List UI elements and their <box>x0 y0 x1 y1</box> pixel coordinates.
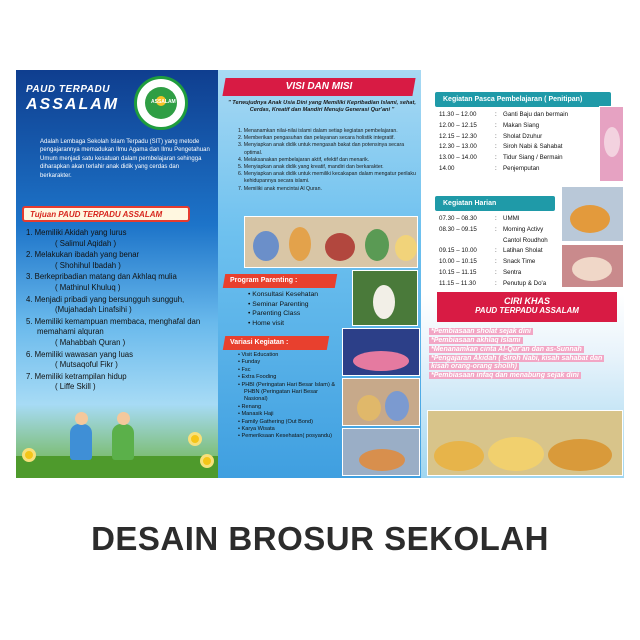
schedule-row: 09.15 – 10.00 : Latihan Sholat <box>439 246 548 257</box>
tujuan-sub: ( Salimul Aqidah ) <box>55 238 117 248</box>
schedule-row: 12.00 – 12.15 : Makan Siang <box>439 121 568 132</box>
schedule-row: 12.30 – 13.00 : Siroh Nabi & Sahabat <box>439 142 568 153</box>
photo-figure <box>353 351 409 371</box>
schedule-row: 11.15 – 11.30 : Penutup & Do'a <box>439 279 548 290</box>
schedule-row: 12.15 – 12.30 : Sholat Dzuhur <box>439 132 568 143</box>
misi-item: 6. Menyiapkan anak didik untuk memiliki kecakapan dalam mengatur perilaku kehidupannya secara islami. <box>238 171 416 185</box>
photo-figure <box>359 449 405 471</box>
schedule-time: 12.00 – 12.15 <box>439 121 477 129</box>
parenting-text: Parenting Class <box>252 310 301 317</box>
tujuan-item <box>26 250 214 271</box>
photo-figure <box>548 439 612 471</box>
variasi-item: • Pemeriksaan Kesehatan( posyandu) <box>238 433 333 440</box>
misi-item: 2. Memberikan pengasuhan dan pelayanan secara holistik integratif. <box>238 135 395 142</box>
group-photo <box>427 410 623 476</box>
parenting-photo <box>352 270 418 326</box>
ciri-title-2: PAUD TERPADU ASSALAM <box>475 306 579 315</box>
schedule-activity: Penjemputan <box>503 164 540 172</box>
tujuan-title: Tujuan PAUD TERPADU ASSALAM <box>30 210 163 219</box>
intro-paragraph: Adalah Lembaga Sekolah Islam Terpadu (SIT) yang metode pengajarannya memadukan Ilmu Agama dan Ilmu Pengetahuan Umum menjadi satu kesatuan dalam pembelajaran sehingga diharapkan akan terlahir anak didik yang cerdas dan berkarakter. <box>40 139 210 179</box>
schedule-row: 13.00 – 14.00 : Tidur Siang / Bermain <box>439 153 568 164</box>
visi-statement: " Terwujudnya Anak Usia Dini yang Memiliki Kepribadian Islami, sehat, Cerdas, Kreatif dan Mandiri Menuju Generasi Qur'ani " <box>228 100 416 114</box>
variasi-item: • Fsc <box>238 366 251 373</box>
ciri-text: *Pengajaran Akidah ( Siroh Nabi, kisah sahabat dan kisah orang-orang sholih) <box>431 354 603 371</box>
schedule-row: 08.30 – 09.15 : Morning Activy <box>439 225 548 236</box>
parenting-text: Home visit <box>252 319 285 327</box>
ciri-text: *Menanamkan cinta Al-Qur'an dan as-Sunnah <box>431 345 582 353</box>
schedule-time: 10.00 – 10.15 <box>439 258 477 266</box>
tujuan-sub: ( Shohihul Ibadah ) <box>55 260 121 270</box>
misi-item: 4. Melaksanakan pembelajaran aktif, efektif dan menarik. <box>238 156 370 163</box>
school-logo <box>134 76 188 130</box>
brochure-panel-right <box>421 70 624 478</box>
logo-text: ASSALAM <box>151 99 176 105</box>
tujuan-list <box>26 228 214 394</box>
variasi-text: Pemeriksaan Kesehatan( posyandu) <box>241 433 333 440</box>
misi-item: 3. Menyiapkan anak didik untuk mengasah bakat dan potensinya secara optimal. <box>238 142 405 156</box>
logo-emblem <box>145 87 177 119</box>
tujuan-item <box>26 272 214 293</box>
page-caption: DESAIN BROSUR SEKOLAH <box>91 520 549 557</box>
photo-figure <box>572 257 612 281</box>
boy-figure <box>70 424 92 460</box>
schedule-time: 11.15 – 11.30 <box>439 279 476 287</box>
parenting-item: • Konsultasi Kesehatan <box>248 291 319 298</box>
activity-photo <box>342 378 420 426</box>
variasi-item: • Renang <box>238 403 262 410</box>
pasca-photo <box>599 106 624 182</box>
photo-figure <box>325 233 355 261</box>
tujuan-item <box>26 228 214 249</box>
schedule-time: 12.30 – 13.00 <box>439 143 477 151</box>
variasi-item: • Extra Fooding <box>238 374 277 381</box>
photo-figure <box>604 127 620 157</box>
variasi-text: Karya Wisata <box>241 426 275 433</box>
schedule-activity: Morning Activy <box>503 225 544 233</box>
pasca-heading <box>435 92 611 107</box>
classroom-photo <box>244 216 418 268</box>
sunflower-icon <box>188 432 202 446</box>
tujuan-main: 6. Memiliki wawasan yang luas <box>26 349 134 359</box>
variasi-text: Funday <box>241 359 261 366</box>
schedule-time: 10.15 – 11.15 <box>439 268 477 276</box>
ciri-title-1: CIRI KHAS <box>503 296 550 306</box>
variasi-item: • Funday <box>238 359 261 366</box>
schedule-activity: Sholat Dzuhur <box>503 132 543 140</box>
photo-figure <box>395 235 417 261</box>
variasi-item: • PHBI (Peringatan Hari Besar Islam) & PHBN (Peringatan Hari Besar Nasional) <box>238 381 336 403</box>
variasi-item: • Karya Wisata <box>238 426 275 433</box>
tujuan-item <box>26 317 214 349</box>
schedule-time: 08.30 – 09.15 <box>439 225 477 233</box>
sunflower-icon <box>200 454 214 468</box>
schedule-time: 14.00 <box>439 164 455 172</box>
tujuan-sub: ( Mahabbah Quran ) <box>55 337 126 347</box>
variasi-text: Visit Education <box>241 352 279 358</box>
ciri-item <box>429 328 621 336</box>
schedule-activity: Makan Siang <box>503 121 540 129</box>
variasi-text: Fsc <box>241 366 251 373</box>
tujuan-main: 3. Berkepribadian matang dan Akhlaq mulia <box>26 272 177 282</box>
sunflower-icon <box>22 448 36 462</box>
tujuan-main: 7. Memiliki ketrampilan hidup <box>26 371 127 381</box>
harian-schedule <box>439 214 548 290</box>
variasi-item: • Manasik Haji <box>238 411 274 418</box>
variasi-item: • Visit Education <box>238 352 279 358</box>
harian-heading <box>435 196 555 211</box>
misi-item: 1. Menanamkan nilai-nilai islami dalam setiap kegiatan pembelajaran. <box>238 128 398 134</box>
variasi-text: Renang <box>241 403 262 410</box>
tujuan-heading <box>22 206 190 222</box>
parenting-item: • Parenting Class <box>248 310 301 317</box>
tujuan-sub: (Mujahadah Linafsihi ) <box>55 305 132 315</box>
tujuan-main: 1. Memiliki Akidah yang lurus <box>26 228 127 237</box>
tujuan-main: 4. Menjadi pribadi yang bersungguh sungguh, <box>26 294 185 304</box>
visi-misi-heading <box>222 78 415 96</box>
tujuan-main: 2. Melakukan ibadah yang benar <box>26 250 140 260</box>
schedule-activity: Latihan Sholat <box>503 247 543 255</box>
parenting-text: Seminar Parenting <box>252 300 309 308</box>
schedule-row <box>439 236 548 247</box>
schedule-activity: Sentra <box>503 268 522 276</box>
ciri-khas-heading <box>437 292 617 322</box>
harian-photo-1 <box>561 186 624 242</box>
tujuan-sub: ( Mutsaqoful Fikr ) <box>55 360 118 370</box>
variasi-text: PHBI (Peringatan Hari Besar Islam) & PHBN (Peringatan Hari Besar Nasional) <box>241 381 336 403</box>
photo-figure <box>373 285 395 319</box>
schedule-time: 11.30 – 12.00 <box>439 111 477 118</box>
schedule-activity: Siroh Nabi & Sahabat <box>503 143 563 151</box>
parenting-heading <box>223 274 337 288</box>
variasi-heading <box>223 336 329 350</box>
schedule-time <box>439 236 495 247</box>
tujuan-sub: ( Liffe Skill ) <box>55 382 96 392</box>
title-line-1: PAUD TERPADU <box>26 84 110 95</box>
schedule-row: 14.00 : Penjemputan <box>439 164 568 175</box>
schedule-time: 13.00 – 14.00 <box>439 154 477 162</box>
photo-figure <box>357 395 381 421</box>
photo-figure <box>488 437 544 471</box>
photo-figure <box>365 229 389 261</box>
school-title <box>26 84 128 114</box>
variasi-list <box>238 352 338 441</box>
ciri-item <box>429 337 621 345</box>
parenting-item: • Seminar Parenting <box>248 300 309 308</box>
photo-figure <box>289 227 311 261</box>
schedule-activity: UMMI <box>503 215 520 222</box>
photo-figure <box>253 231 279 261</box>
pasca-schedule <box>439 110 568 175</box>
face <box>75 412 88 425</box>
variasi-text: Family Gathering (Out Bond) <box>241 418 314 425</box>
tujuan-sub: ( Mathinul Khuluq ) <box>55 282 121 292</box>
ciri-item <box>429 372 621 380</box>
parenting-list <box>248 290 358 328</box>
schedule-activity: Cantol Roudhoh <box>503 236 548 244</box>
photo-figure <box>385 391 409 421</box>
brochure-panel-left <box>16 70 218 478</box>
schedule-activity: Ganti Baju dan bermain <box>503 111 569 118</box>
schedule-time: 09.15 – 10.00 <box>439 247 477 255</box>
title-line-2: ASSALAM <box>26 96 120 113</box>
parenting-title: Program Parenting : <box>230 277 298 284</box>
harian-photo-2 <box>561 244 624 288</box>
visi-misi-title: VISI DAN MISI <box>285 81 353 92</box>
ciri-item <box>429 355 621 372</box>
misi-item: 5. Menyiapkan anak didik yang kreatif, mandiri dan berkarakter. <box>238 164 384 171</box>
parenting-text: Konsultasi Kesehatan <box>252 291 319 298</box>
schedule-row: 10.15 – 11.15 : Sentra <box>439 268 548 279</box>
tujuan-item <box>26 295 214 316</box>
outing-photo <box>342 428 420 476</box>
photo-figure <box>434 441 484 471</box>
pasca-title: Kegiatan Pasca Pembelajaran ( Penitipan) <box>443 96 583 103</box>
misi-item: 7. Memiliki anak mencintai Al Quran. <box>238 185 322 192</box>
tujuan-main: 5. Memiliki kemampuan membaca, menghafal dan memahami alquran <box>26 316 201 337</box>
harian-title: Kegiatan Harian <box>443 200 497 207</box>
schedule-time: 07.30 – 08.30 <box>439 215 477 222</box>
ciri-khas-list <box>429 328 621 381</box>
variasi-item: • Family Gathering (Out Bond) <box>238 418 314 425</box>
girl-figure <box>112 424 134 460</box>
photo-figure <box>570 205 610 233</box>
children-illustration <box>52 376 184 460</box>
variasi-text: Extra Fooding <box>241 374 277 381</box>
variasi-title: Variasi Kegiatan : <box>230 339 289 346</box>
stage-photo <box>342 328 420 376</box>
variasi-text: Manasik Haji <box>241 411 274 418</box>
schedule-activity: Snack Time <box>503 258 536 266</box>
tujuan-item <box>26 350 214 371</box>
ciri-text: *Pembiasaan sholat sejak dini <box>431 328 531 335</box>
schedule-time: 12.15 – 12.30 <box>439 132 477 140</box>
parenting-item: • Home visit <box>248 319 285 327</box>
ciri-text: *Pembiasaan infaq dan menabung sejak dini <box>431 372 579 380</box>
brochure-panel-middle <box>218 70 421 478</box>
schedule-activity: Penutup & Do'a <box>503 279 547 287</box>
misi-list <box>238 128 420 193</box>
schedule-row: 07.30 – 08.30 : UMMI <box>439 214 548 225</box>
schedule-row: 10.00 – 10.15 : Snack Time <box>439 257 548 268</box>
ciri-text: *Pembiasaan akhlaq Islami <box>431 336 521 344</box>
ciri-item <box>429 346 621 354</box>
schedule-row: 11.30 – 12.00 : Ganti Baju dan bermain <box>439 110 568 121</box>
school-brochure <box>16 70 624 478</box>
schedule-activity: Tidur Siang / Bermain <box>503 154 563 162</box>
face <box>117 412 130 425</box>
